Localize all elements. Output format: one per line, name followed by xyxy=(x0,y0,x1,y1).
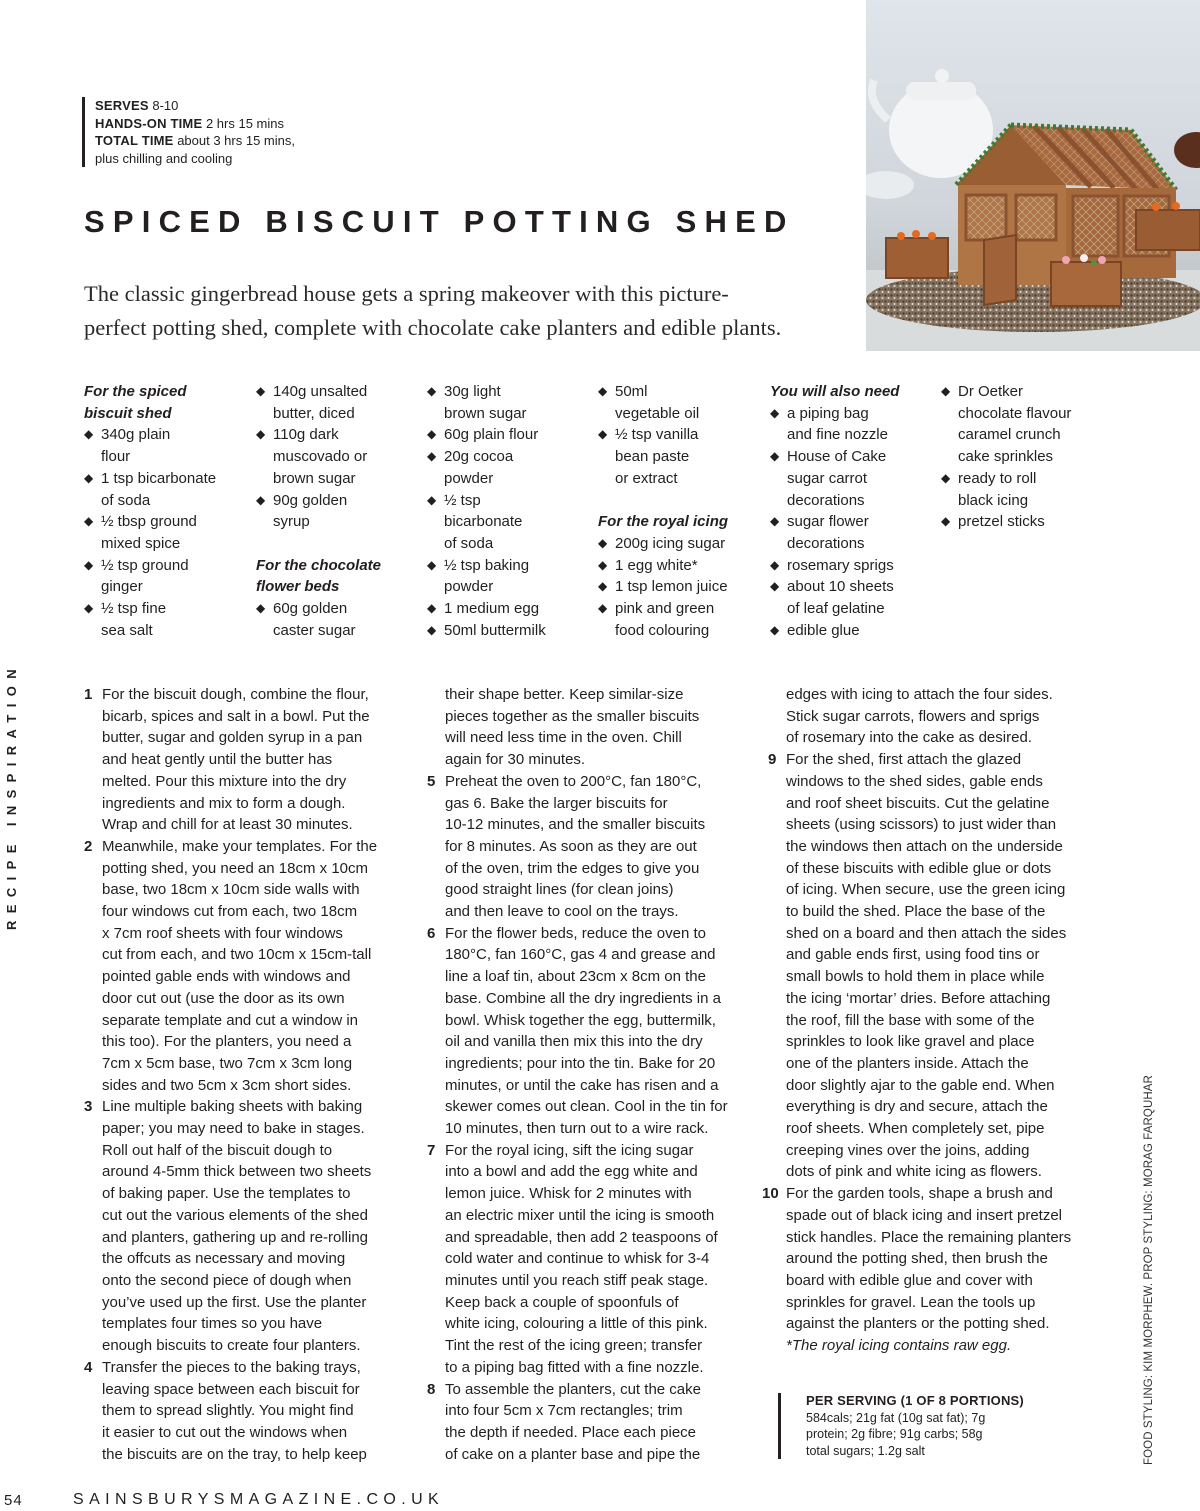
step-text-line: lemon juice. Whisk for 2 minutes with xyxy=(445,1185,692,1203)
ingredient-line: vegetable oil xyxy=(615,404,700,422)
step-text-line: Meanwhile, make your templates. For the xyxy=(102,837,378,855)
step-text-line: and roof sheet biscuits. Cut the gelatine xyxy=(786,794,1050,812)
ingredient-line: brown sugar xyxy=(273,469,356,487)
step-text-line: ingredients and mix to form a dough. xyxy=(102,794,346,812)
ingredient-line: bicarbonate xyxy=(444,513,523,531)
ingredient-line: ◆ 1 egg white* xyxy=(615,556,698,574)
step-text-line: everything is dry and secure, attach the xyxy=(786,1098,1048,1116)
ingredient-item xyxy=(427,555,592,598)
step-text-line: Line multiple baking sheets with baking xyxy=(102,1098,363,1116)
step-text-line: line a loaf tin, about 23cm x 8cm on the xyxy=(445,968,706,986)
method-step xyxy=(762,1183,1098,1335)
ingredient-item xyxy=(84,598,244,641)
total-time-extra: plus chilling and cooling xyxy=(95,150,233,166)
ingredients-column-6 xyxy=(941,381,1111,533)
step-text-line: x 7cm roof sheets with four windows xyxy=(102,924,343,942)
step-text-line: small bowls to hold them in place while xyxy=(786,968,1045,986)
step-text-line: minutes, or until the cake has risen and a xyxy=(445,1076,719,1094)
step-text-line: and planters, gathering up and re-rolling xyxy=(102,1228,369,1246)
ingredient-line: syrup xyxy=(273,513,310,531)
step-text-line: again for 30 minutes. xyxy=(445,751,586,769)
ingredient-line: ◆ ½ tsp baking xyxy=(444,556,530,574)
ingredient-line: ◆ 340g plain xyxy=(101,426,171,444)
ingredient-line: ◆ 1 medium egg xyxy=(444,600,540,618)
ingredient-line: ◆ 90g golden xyxy=(273,491,348,509)
ingredient-line: ◆ ½ tsp xyxy=(444,491,481,509)
step-text-line: Preheat the oven to 200°C, fan 180°C, xyxy=(445,772,702,790)
ingredient-line: ◆ pink and green xyxy=(615,600,715,618)
step-text-line: minutes until you reach stiff peak stage. xyxy=(445,1271,709,1289)
step-text-line: the icing ‘mortar’ dries. Before attaching xyxy=(786,989,1051,1007)
step-text-line: to build the shed. Place the base of the xyxy=(786,903,1046,921)
ingredient-item xyxy=(598,555,768,577)
step-text-line: of these biscuits with edible glue or dots xyxy=(786,859,1052,877)
step-text-line: paper; you may need to bake in stages. xyxy=(102,1120,365,1138)
method-column-2 xyxy=(427,684,752,1465)
ingredient-item xyxy=(84,468,244,511)
step-text-line: For the biscuit dough, combine the flour, xyxy=(102,686,369,703)
ingredients-column-1 xyxy=(84,381,244,641)
step-text-line: cut from each, and two 10cm x 15cm-tall xyxy=(102,946,372,964)
method-step xyxy=(84,1357,414,1466)
step-number: 10 xyxy=(762,1185,779,1203)
step-text-line: 10-12 minutes, and the smaller biscuits xyxy=(445,816,706,834)
step-number: 8 xyxy=(427,1380,436,1398)
step-text-line: For the shed, first attach the glazed xyxy=(786,751,1022,769)
ingredient-line: mixed spice xyxy=(101,534,181,552)
recipe-title: SPICED BISCUIT POTTING SHED xyxy=(84,204,795,239)
step-number: 7 xyxy=(427,1141,436,1159)
ingredient-line: ◆ 50ml xyxy=(615,383,648,400)
step-text-line: four windows cut from each, two 18cm xyxy=(102,903,358,921)
ingredient-item xyxy=(941,511,1111,533)
ingredient-line: ◆ 200g icing sugar xyxy=(615,534,726,552)
method-step xyxy=(427,771,752,923)
step-text-line: sheets (using scissors) to just wider than xyxy=(786,816,1057,834)
nutrition-line: protein; 2g fibre; 91g carbs; 58g xyxy=(806,1427,983,1441)
ingredient-group-heading: For the spiced xyxy=(84,383,187,400)
step-text-line: the windows then attach on the underside xyxy=(786,837,1063,855)
ingredient-line: muscovado or xyxy=(273,448,368,466)
nutrition-box xyxy=(778,1393,1096,1459)
ingredient-line: ◆ ½ tsp vanilla xyxy=(615,426,699,444)
step-text-line: into a bowl and add the egg white and xyxy=(445,1163,698,1181)
ingredient-line: black icing xyxy=(958,491,1029,509)
ingredient-item xyxy=(598,381,768,424)
step-text-line: leaving space between each biscuit for xyxy=(102,1380,360,1398)
ingredient-line: ◆ Dr Oetker xyxy=(958,383,1024,400)
ingredient-line: or extract xyxy=(615,469,678,487)
magazine-url: SAINSBURYSMAGAZINE.CO.UK xyxy=(73,1491,445,1508)
step-text-line: an electric mixer until the icing is smooth xyxy=(445,1206,715,1224)
method-step xyxy=(427,923,752,1140)
step-text-line: separate template and cut a window in xyxy=(102,1011,358,1029)
ingredients-column-5 xyxy=(770,381,935,641)
step-text-line: them to spread slightly. You might find xyxy=(102,1402,354,1420)
step-number: 3 xyxy=(84,1098,93,1116)
method-step xyxy=(768,749,1098,1183)
ingredient-line: ◆ about 10 sheets xyxy=(787,578,894,596)
ingredient-line: of leaf gelatine xyxy=(787,600,885,618)
recipe-meta xyxy=(82,97,295,167)
ingredient-item xyxy=(770,446,935,511)
step-text-line: ingredients; pour into the tin. Bake for 20 xyxy=(445,1054,716,1072)
step-text-line: door cut out (use the door as its own xyxy=(102,989,345,1007)
ingredient-item xyxy=(941,468,1111,511)
photo-illustration xyxy=(866,0,1200,351)
step-text-line: spade out of black icing and insert pretzel xyxy=(786,1206,1062,1224)
ingredient-line: ◆ rosemary sprigs xyxy=(787,556,894,574)
method-step xyxy=(84,836,414,1096)
ingredient-line: ◆ sugar flower xyxy=(787,513,869,531)
ingredient-line: ◆ pretzel sticks xyxy=(958,513,1045,531)
ingredients-column-3 xyxy=(427,381,592,641)
step-text-line: 10 minutes, then turn out to a wire rack. xyxy=(445,1120,709,1138)
ingredient-item xyxy=(770,555,935,577)
step-text-line: skewer comes out clean. Cool in the tin for xyxy=(445,1098,728,1116)
step-text-line: 180°C, fan 160°C, gas 4 and grease and xyxy=(445,946,716,964)
step-text-line: oil and vanilla then mix this into the dry xyxy=(445,1033,703,1051)
step-text-line: templates four times so you have xyxy=(102,1315,323,1333)
step-text-line: you’ve used up the first. Use the planter xyxy=(102,1293,367,1311)
ingredient-item xyxy=(256,490,421,533)
gingerbread-greenhouse-photo xyxy=(866,0,1200,351)
ingredient-line: chocolate flavour xyxy=(958,404,1072,422)
ingredient-line: ◆ 140g unsalted xyxy=(273,383,368,400)
ingredient-line: ◆ 1 tsp bicarbonate xyxy=(101,469,217,487)
ingredient-item xyxy=(770,403,935,446)
step-text-line: potting shed, you need an 18cm x 10cm xyxy=(102,859,369,877)
step-text-line: Tint the rest of the icing green; transfer xyxy=(445,1337,703,1355)
step-text-line: board with edible glue and cover with xyxy=(786,1271,1033,1289)
styling-credit: FOOD STYLING: KIM MORPHEW. PROP STYLING: MORAG FARQUHAR xyxy=(1143,1075,1155,1465)
step-text-line: gas 6. Bake the larger biscuits for xyxy=(445,794,668,812)
step-text-line: of icing. When secure, use the green icing xyxy=(786,881,1066,899)
ingredient-group-heading: For the royal icing xyxy=(598,513,729,531)
hands-on-row: HANDS-ON TIME 2 hrs 15 mins xyxy=(95,115,284,131)
ingredient-line: bean paste xyxy=(615,448,690,466)
ingredient-item xyxy=(427,598,592,620)
step-text-line: good straight lines (for clean joins) xyxy=(445,881,674,899)
step-text-line: cold water and continue to whisk for 3-4 xyxy=(445,1250,710,1268)
ingredient-group-heading: For the chocolate xyxy=(256,556,382,574)
step-number: 6 xyxy=(427,924,436,942)
step-text-line: the depth if needed. Place each piece xyxy=(445,1423,697,1441)
total-time-row: TOTAL TIME about 3 hrs 15 mins, xyxy=(95,133,295,148)
step-text-line: shed on a board and then attach the sides xyxy=(786,924,1067,942)
ingredient-line: decorations xyxy=(787,534,865,552)
step-text-line: of the oven, trim the edges to give you xyxy=(445,859,700,877)
method-column-3 xyxy=(762,684,1098,1357)
step-number: 2 xyxy=(84,837,93,855)
step-text-line: enough biscuits to create four planters. xyxy=(102,1337,361,1355)
step-text-line: of baking paper. Use the templates to xyxy=(102,1185,351,1203)
step-number: 4 xyxy=(84,1358,93,1376)
ingredient-line: and fine nozzle xyxy=(787,426,888,444)
step-text-line: For the flower beds, reduce the oven to xyxy=(445,924,706,942)
ingredient-line: ◆ House of Cake xyxy=(787,448,887,466)
step-text-line: door slightly ajar to the gable end. When xyxy=(786,1076,1055,1094)
ingredient-line: butter, diced xyxy=(273,404,355,422)
ingredient-line: ◆ ready to roll xyxy=(958,469,1037,487)
ingredient-line: decorations xyxy=(787,491,865,509)
step-text-line: sides and two 5cm x 3cm short sides. xyxy=(102,1076,352,1094)
step-text-line: one of the planters inside. Attach the xyxy=(786,1054,1029,1072)
step-text-line: white icing, colouring a little of this pink. xyxy=(445,1315,708,1333)
ingredient-line: ◆ a piping bag xyxy=(787,404,869,422)
step-text-line: Stick sugar carrots, flowers and sprigs xyxy=(786,707,1040,725)
ingredient-line: of soda xyxy=(101,491,151,509)
spacer xyxy=(256,533,421,555)
step-text-line: around 4-5mm thick between two sheets xyxy=(102,1163,372,1181)
ingredient-item xyxy=(427,490,592,555)
step-number: 9 xyxy=(768,751,777,769)
ingredient-item xyxy=(941,381,1111,468)
spacer xyxy=(598,490,768,512)
ingredients-column-4 xyxy=(598,381,768,641)
step-text-line: the offcuts as necessary and moving xyxy=(102,1250,346,1268)
step-text-line: will need less time in the oven. Chill xyxy=(445,729,682,747)
method-step xyxy=(427,684,752,771)
ingredient-item xyxy=(84,424,244,467)
ingredient-line: caster sugar xyxy=(273,621,356,639)
ingredient-item xyxy=(598,576,768,598)
step-text-line: and heat gently until the butter has xyxy=(102,751,333,769)
ingredient-item xyxy=(427,381,592,424)
intro-line: The classic gingerbread house gets a spring makeover with this picture- xyxy=(84,281,729,306)
step-text-line: creeping vines over the joins, adding xyxy=(786,1141,1030,1159)
ingredient-line: ◆ 20g cocoa xyxy=(444,448,514,466)
ingredient-item xyxy=(256,598,421,641)
step-text-line: For the garden tools, shape a brush and xyxy=(786,1185,1053,1203)
step-text-line: of cake on a planter base and pipe the xyxy=(445,1445,701,1463)
ingredients-column-2 xyxy=(256,381,421,641)
method-step xyxy=(84,684,414,836)
ingredient-line: ◆ 110g dark xyxy=(273,426,339,444)
ingredient-line: powder xyxy=(444,578,494,596)
method-step xyxy=(427,1140,752,1379)
step-number: 5 xyxy=(427,772,436,790)
step-text-line: Keep back a couple of spoonfuls of xyxy=(445,1293,679,1311)
step-text-line: into four 5cm x 7cm rectangles; trim xyxy=(445,1402,683,1420)
ingredient-line: flour xyxy=(101,448,131,466)
step-text-line: sprinkles for gravel. Lean the tools up xyxy=(786,1293,1036,1311)
ingredient-item xyxy=(598,533,768,555)
step-text-line: sprinkles to look like gravel and place xyxy=(786,1033,1035,1051)
ingredient-item xyxy=(84,511,244,554)
method-step xyxy=(768,684,1098,749)
step-text-line: dots of pink and white icing as flowers. xyxy=(786,1163,1042,1181)
step-text-line: it easier to cut out the windows when xyxy=(102,1423,348,1441)
nutrition-line: 584cals; 21g fat (10g sat fat); 7g xyxy=(806,1410,986,1425)
step-text-line: 7cm x 5cm base, two 7cm x 3cm long xyxy=(102,1054,353,1072)
step-text-line: around the potting shed, then brush the xyxy=(786,1250,1048,1268)
ingredient-line: ◆ 50ml buttermilk xyxy=(444,621,546,639)
step-text-line: For the royal icing, sift the icing sugar xyxy=(445,1141,694,1159)
step-text-line: pieces together as the smaller biscuits xyxy=(445,707,700,725)
step-text-line: butter, sugar and golden syrup in a pan xyxy=(102,729,363,747)
ingredient-group-heading: biscuit shed xyxy=(84,404,172,422)
raw-egg-footnote: *The royal icing contains raw egg. xyxy=(786,1337,1012,1355)
step-text-line: bowl. Whisk together the egg, buttermilk, xyxy=(445,1011,716,1029)
method-step xyxy=(84,1096,414,1356)
ingredient-item xyxy=(427,424,592,446)
step-text-line: stick handles. Place the remaining planters xyxy=(786,1228,1072,1246)
method-step xyxy=(427,1379,752,1466)
ingredient-line: of soda xyxy=(444,534,494,552)
ingredient-item xyxy=(256,424,421,489)
step-text-line: Roll out half of the biscuit dough to xyxy=(102,1141,333,1159)
ingredient-line: food colouring xyxy=(615,621,710,639)
step-number: 1 xyxy=(84,686,93,703)
step-text-line: base. Combine all the dry ingredients in a xyxy=(445,989,721,1007)
step-text-line: edges with icing to attach the four sides. xyxy=(786,686,1053,703)
ingredient-item xyxy=(770,576,935,619)
ingredient-item xyxy=(598,598,768,641)
nutrition-heading: PER SERVING (1 OF 8 PORTIONS) xyxy=(806,1393,1024,1408)
step-text-line: Transfer the pieces to the baking trays, xyxy=(102,1358,361,1376)
ingredient-group-heading: flower beds xyxy=(256,578,340,596)
ingredient-line: ◆ 1 tsp lemon juice xyxy=(615,578,728,596)
step-text-line: this too). For the planters, you need a xyxy=(102,1033,352,1051)
ingredient-item xyxy=(427,446,592,489)
step-text-line: and then leave to cool on the trays. xyxy=(445,903,679,921)
step-text-line: for 8 minutes. As soon as they are out xyxy=(445,837,697,855)
step-text-line: against the planters or the potting shed. xyxy=(786,1315,1050,1333)
step-text-line: the roof, fill the base with some of the xyxy=(786,1011,1035,1029)
step-text-line: melted. Pour this mixture into the dry xyxy=(102,772,347,790)
ingredient-line: ◆ edible glue xyxy=(787,621,860,639)
ingredient-line: sugar carrot xyxy=(787,469,868,487)
ingredient-item xyxy=(770,620,935,642)
method-column-1 xyxy=(84,684,414,1465)
section-side-label: RECIPE INSPIRATION xyxy=(4,661,19,930)
step-text-line: To assemble the planters, cut the cake xyxy=(445,1380,701,1398)
step-text-line: the biscuits are on the tray, to help keep xyxy=(102,1445,367,1463)
ingredient-line: cake sprinkles xyxy=(958,448,1054,466)
ingredient-line: ◆ ½ tsp fine xyxy=(101,600,167,618)
step-text-line: Wrap and chill for at least 30 minutes. xyxy=(102,816,353,834)
step-text-line: cut out the various elements of the shed xyxy=(102,1206,368,1224)
ingredient-line: ginger xyxy=(101,578,143,596)
intro-line: perfect potting shed, complete with chocolate cake planters and edible plants. xyxy=(84,315,782,340)
ingredient-item xyxy=(84,555,244,598)
step-text-line: base, two 18cm x 10cm side walls with xyxy=(102,881,360,899)
step-text-line: onto the second piece of dough when xyxy=(102,1271,352,1289)
ingredient-item xyxy=(598,424,768,489)
ingredient-line: ◆ 30g light xyxy=(444,383,501,400)
ingredient-line: ◆ ½ tbsp ground xyxy=(101,513,197,531)
ingredient-item xyxy=(770,511,935,554)
ingredient-group-heading: You will also need xyxy=(770,383,900,400)
step-text-line: bicarb, spices and salt in a bowl. Put the xyxy=(102,707,370,725)
step-text-line: and gable ends first, using food tins or xyxy=(786,946,1040,964)
nutrition-line: total sugars; 1.2g salt xyxy=(806,1443,925,1458)
serves-row: SERVES 8-10 xyxy=(95,98,179,113)
ingredient-item xyxy=(427,620,592,642)
ingredient-item xyxy=(256,381,421,424)
ingredient-line: caramel crunch xyxy=(958,426,1061,444)
step-text-line: their shape better. Keep similar-size xyxy=(445,686,684,703)
step-text-line: windows to the shed sides, gable ends xyxy=(786,772,1043,790)
ingredient-line: ◆ 60g golden xyxy=(273,600,348,618)
step-text-line: and spreadable, then add 2 teaspoons of xyxy=(445,1228,718,1246)
ingredient-line: powder xyxy=(444,469,494,487)
ingredient-line: brown sugar xyxy=(444,404,527,422)
ingredient-line: ◆ ½ tsp ground xyxy=(101,556,189,574)
ingredient-line: ◆ 60g plain flour xyxy=(444,426,539,444)
recipe-intro xyxy=(84,277,854,345)
ingredient-line: sea salt xyxy=(101,621,153,639)
step-text-line: to a piping bag fitted with a fine nozzle. xyxy=(445,1358,704,1376)
step-text-line: roof sheets. When completely set, pipe xyxy=(786,1120,1045,1138)
page-number: 54 xyxy=(4,1492,23,1509)
step-text-line: pointed gable ends with windows and xyxy=(102,968,351,986)
step-text-line: of rosemary into the cake as desired. xyxy=(786,729,1032,747)
